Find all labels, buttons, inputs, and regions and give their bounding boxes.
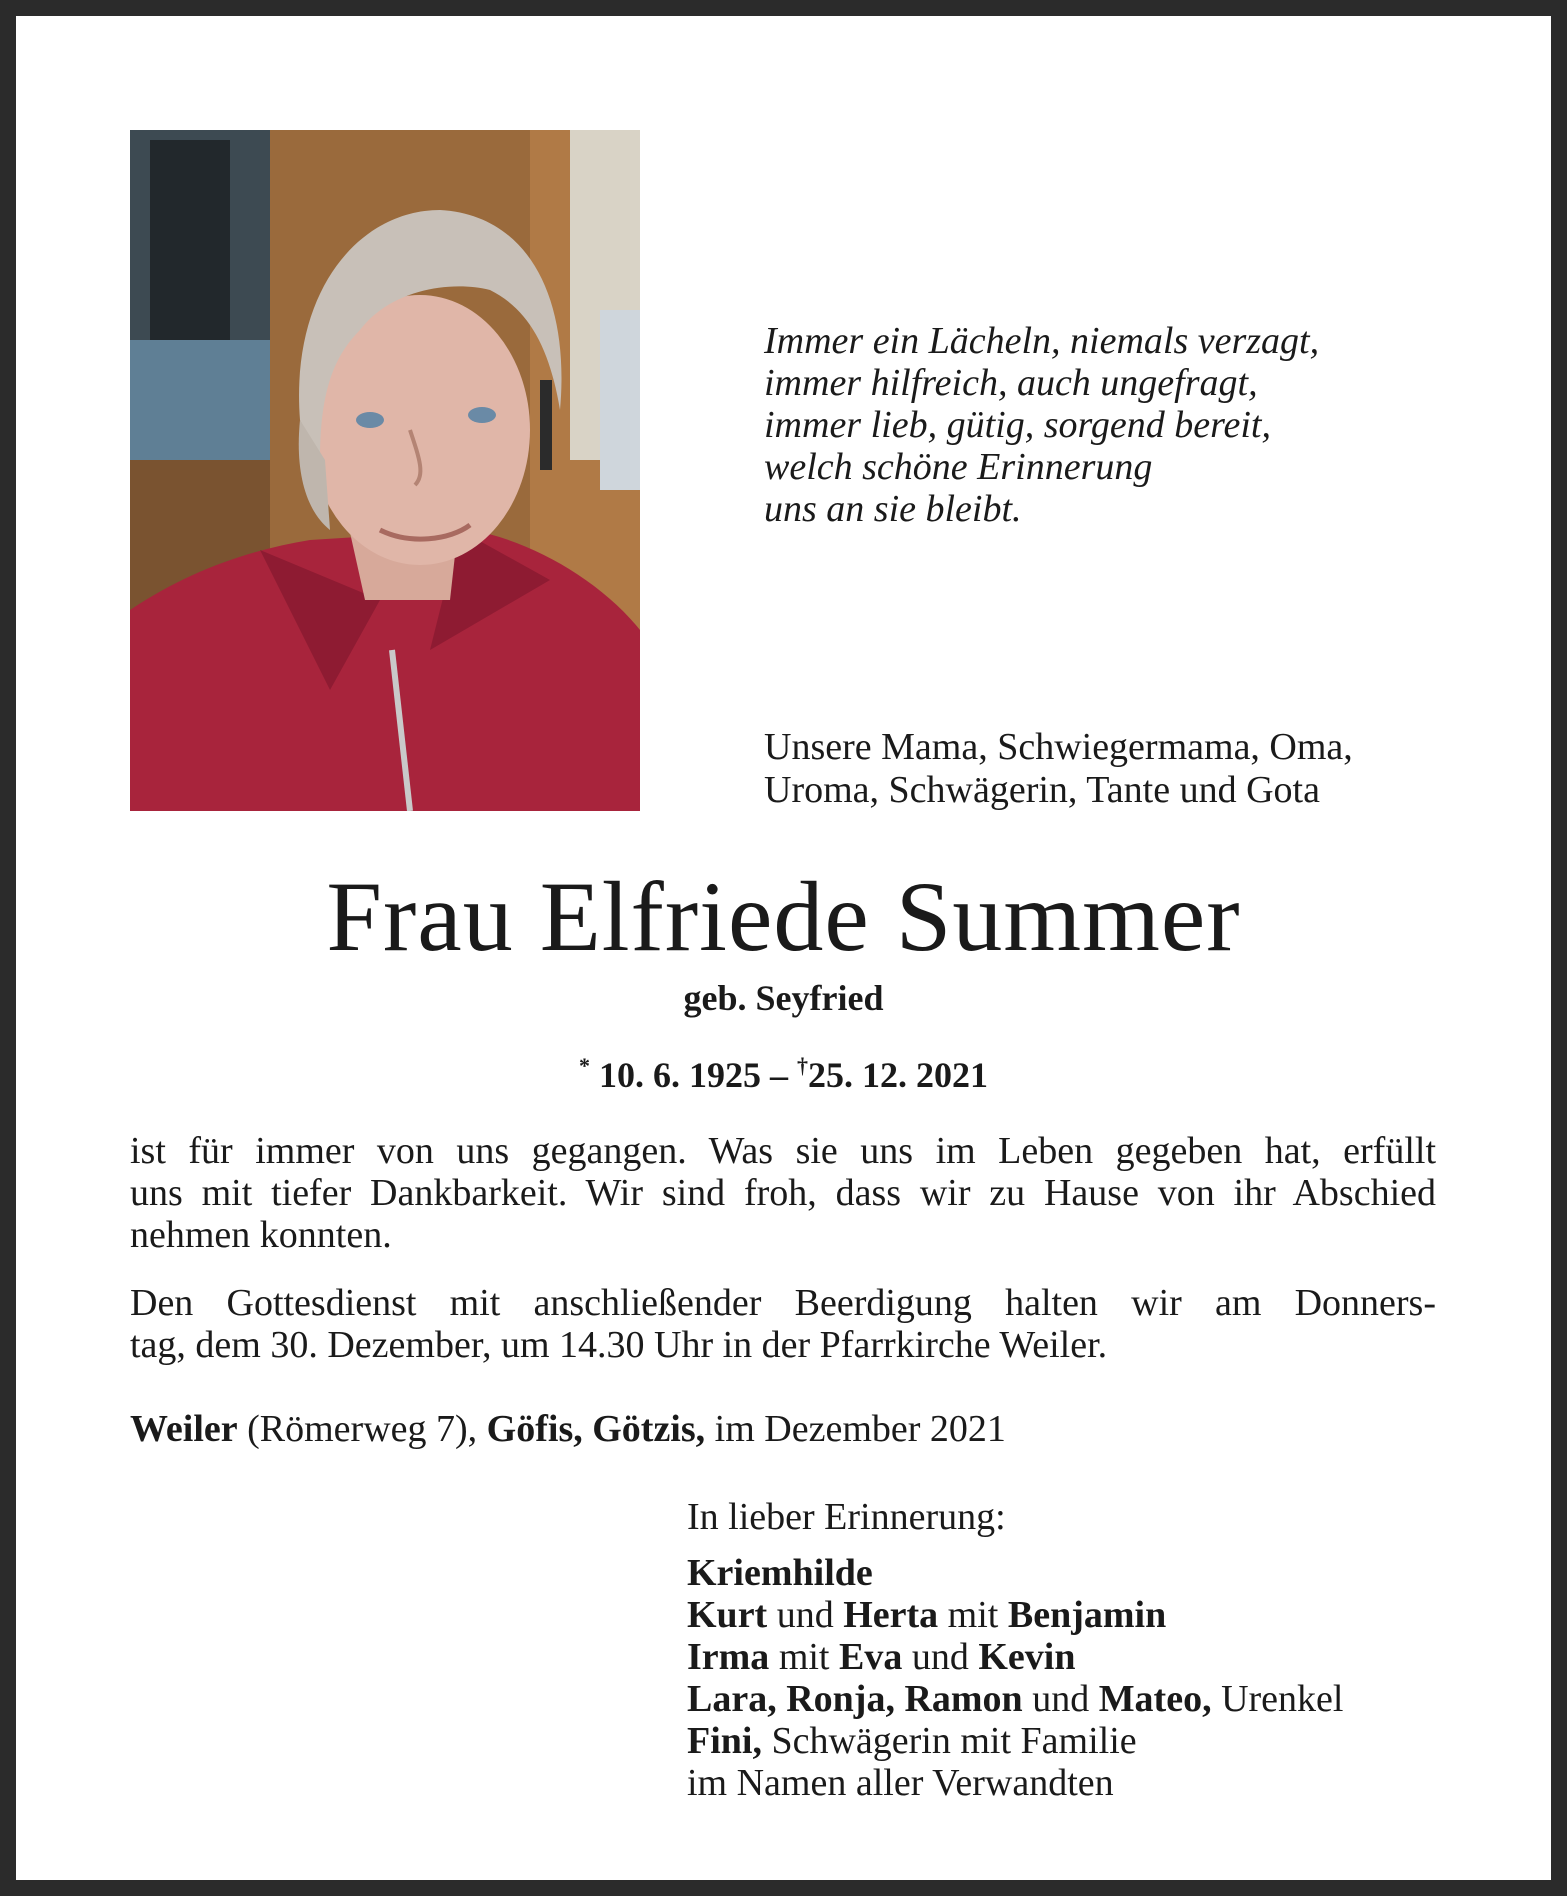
paragraph-line: Den Gottesdienst mit anschließender Beerdigung halten wir am Donners- [130, 1282, 1436, 1324]
place-town: Weiler [130, 1408, 238, 1450]
signer-name: Herta [843, 1594, 939, 1636]
signer-connector: und [776, 1594, 834, 1636]
date-separator: – [770, 1055, 788, 1095]
signer-line [687, 1552, 1487, 1594]
poem [764, 320, 1484, 530]
maiden-name: geb. Seyfried [683, 978, 884, 1018]
signer-name: Mateo, [1098, 1678, 1212, 1720]
poem-line: Immer ein Lächeln, niemals verzagt, [764, 320, 1320, 362]
intro-line: Unsere Mama, Schwiegermama, Oma, [764, 726, 1353, 768]
birth-symbol: * [579, 1053, 590, 1078]
place-date-line [130, 1407, 1436, 1451]
signer-relation: Urenkel [1221, 1678, 1344, 1720]
signer-name: Benjamin [1007, 1594, 1167, 1636]
relationship-intro [764, 726, 1484, 812]
signer-line [687, 1636, 1487, 1678]
signer-name: Kriemhilde [687, 1552, 873, 1594]
signer-name: Eva [839, 1636, 903, 1678]
signer-name: Kurt [687, 1594, 768, 1636]
paragraph-line: uns mit tiefer Dankbarkeit. Wir sind froh, dass wir zu Hause von ihr Abschied [130, 1172, 1436, 1214]
death-symbol: † [797, 1053, 808, 1078]
signer-name: Lara, Ronja, Ramon [687, 1678, 1023, 1720]
signer-name: Irma [687, 1636, 770, 1678]
poem-line: immer lieb, gütig, sorgend bereit, [764, 404, 1271, 446]
paragraph-service [130, 1282, 1436, 1366]
signer-line [687, 1720, 1487, 1762]
signer-connector: mit [778, 1636, 830, 1678]
deceased-name: Frau Elfriede Summer [326, 861, 1241, 972]
paragraph-farewell [130, 1130, 1436, 1256]
birth-date: 10. 6. 1925 [599, 1055, 761, 1095]
place-address: (Römerweg 7), [247, 1408, 478, 1450]
paragraph-line: nehmen konnten. [130, 1214, 392, 1256]
signer-name: Fini, [687, 1720, 762, 1762]
signer-relation: Schwägerin mit Familie [771, 1720, 1137, 1762]
poem-line: immer hilfreich, auch ungefragt, [764, 362, 1258, 404]
death-date: 25. 12. 2021 [808, 1055, 988, 1095]
paragraph-line: ist für immer von uns gegangen. Was sie uns im Leben gegeben hat, erfüllt [130, 1130, 1436, 1172]
signer-line [687, 1594, 1487, 1636]
poem-line: uns an sie bleibt. [764, 488, 1022, 530]
signer-connector: und [1032, 1678, 1090, 1720]
signers-lead: In lieber Erinnerung: [687, 1496, 1006, 1538]
life-dates [0, 1044, 1567, 1097]
signer-connector: mit [947, 1594, 999, 1636]
place-towns: Göfis, Götzis, [486, 1408, 706, 1450]
poem-line: welch schöne Erinnerung [764, 446, 1153, 488]
signer-connector: und [911, 1636, 969, 1678]
portrait-photo [130, 130, 640, 811]
place-date: im Dezember 2021 [714, 1408, 1006, 1450]
intro-line: Uroma, Schwägerin, Tante und Gota [764, 769, 1320, 811]
signer-closing: im Namen aller Verwandten [687, 1762, 1114, 1804]
paragraph-line: tag, dem 30. Dezember, um 14.30 Uhr in der Pfarrkirche Weiler. [130, 1324, 1108, 1366]
signer-name: Kevin [978, 1636, 1076, 1678]
signers-block [687, 1496, 1487, 1804]
signer-line [687, 1678, 1487, 1720]
